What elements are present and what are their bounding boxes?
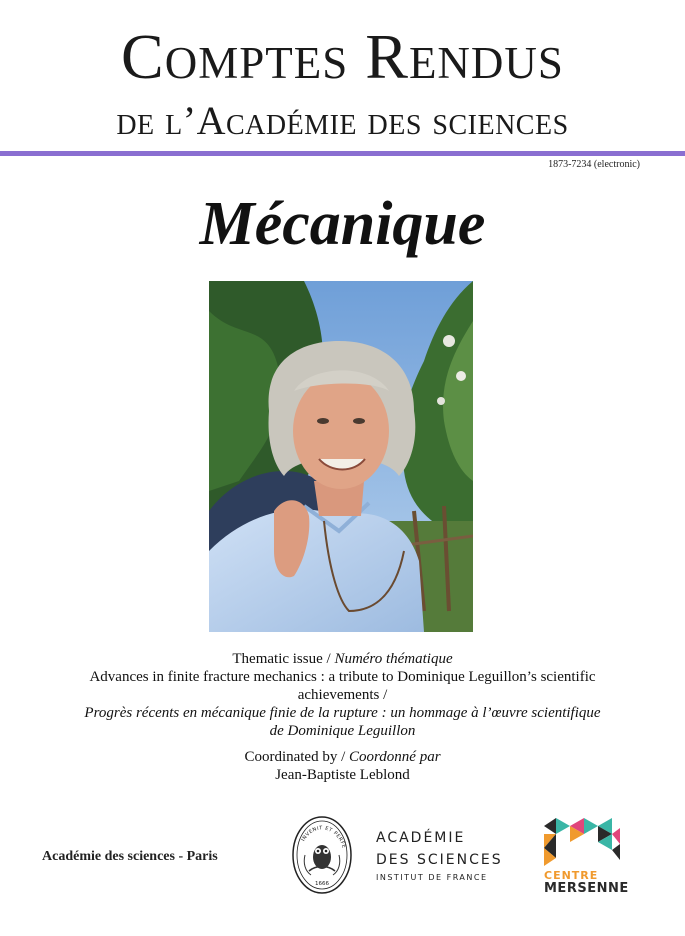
mersenne-logo	[544, 869, 629, 895]
issue-label-fr: Numéro thématique	[334, 651, 453, 667]
academie-logo-line3: INSTITUT DE FRANCE	[376, 873, 488, 882]
publisher: Académie des sciences - Paris	[42, 849, 218, 864]
section-title: Mécanique	[199, 190, 486, 258]
issue-title-en-line2: achievements /	[297, 687, 388, 703]
coordinated-by-en: Coordinated by	[244, 749, 338, 765]
journal-subtitle: de l’Académie des sciences	[116, 98, 569, 143]
coordinator-name: Jean-Baptiste Leblond	[275, 767, 410, 783]
mersenne-triangles-icon	[542, 814, 622, 874]
issue-title-fr-line2: de Dominique Leguillon	[269, 723, 416, 739]
separator: /	[322, 651, 335, 667]
academie-logo	[376, 827, 503, 885]
header-divider	[0, 151, 685, 156]
issn: 1873-7234 (electronic)	[548, 159, 640, 170]
academie-logo-line1: ACADÉMIE	[376, 830, 466, 846]
journal-title: Comptes Rendus	[121, 21, 564, 92]
coordinated-by	[0, 748, 685, 766]
issue-type	[0, 650, 685, 668]
mersenne-logo-line2: MERSENNE	[544, 881, 629, 896]
svg-text:1666: 1666	[315, 881, 329, 887]
portrait-photo-icon	[209, 281, 473, 632]
mersenne-logo-line1: CENTRE	[544, 869, 599, 882]
owl-seal-icon	[291, 815, 353, 895]
academie-logo-line2: DES SCIENCES	[376, 852, 503, 868]
issue-title-fr-line1: Progrès récents en mécanique finie de la rupture : un hommage à l’œuvre scientifique	[84, 705, 601, 721]
issue-label-en: Thematic issue	[232, 651, 323, 667]
issue-info	[0, 650, 685, 784]
coordinated-by-fr: Coordonné par	[349, 749, 441, 765]
svg-text:INVENIT ET PERFECIT: INVENIT ET PERFE	[300, 825, 347, 850]
separator: /	[337, 749, 350, 765]
issue-title-en-line1: Advances in finite fracture mechanics : a tribute to Dominique Leguillon’s scientific	[89, 669, 596, 685]
cover-photo	[209, 281, 473, 632]
